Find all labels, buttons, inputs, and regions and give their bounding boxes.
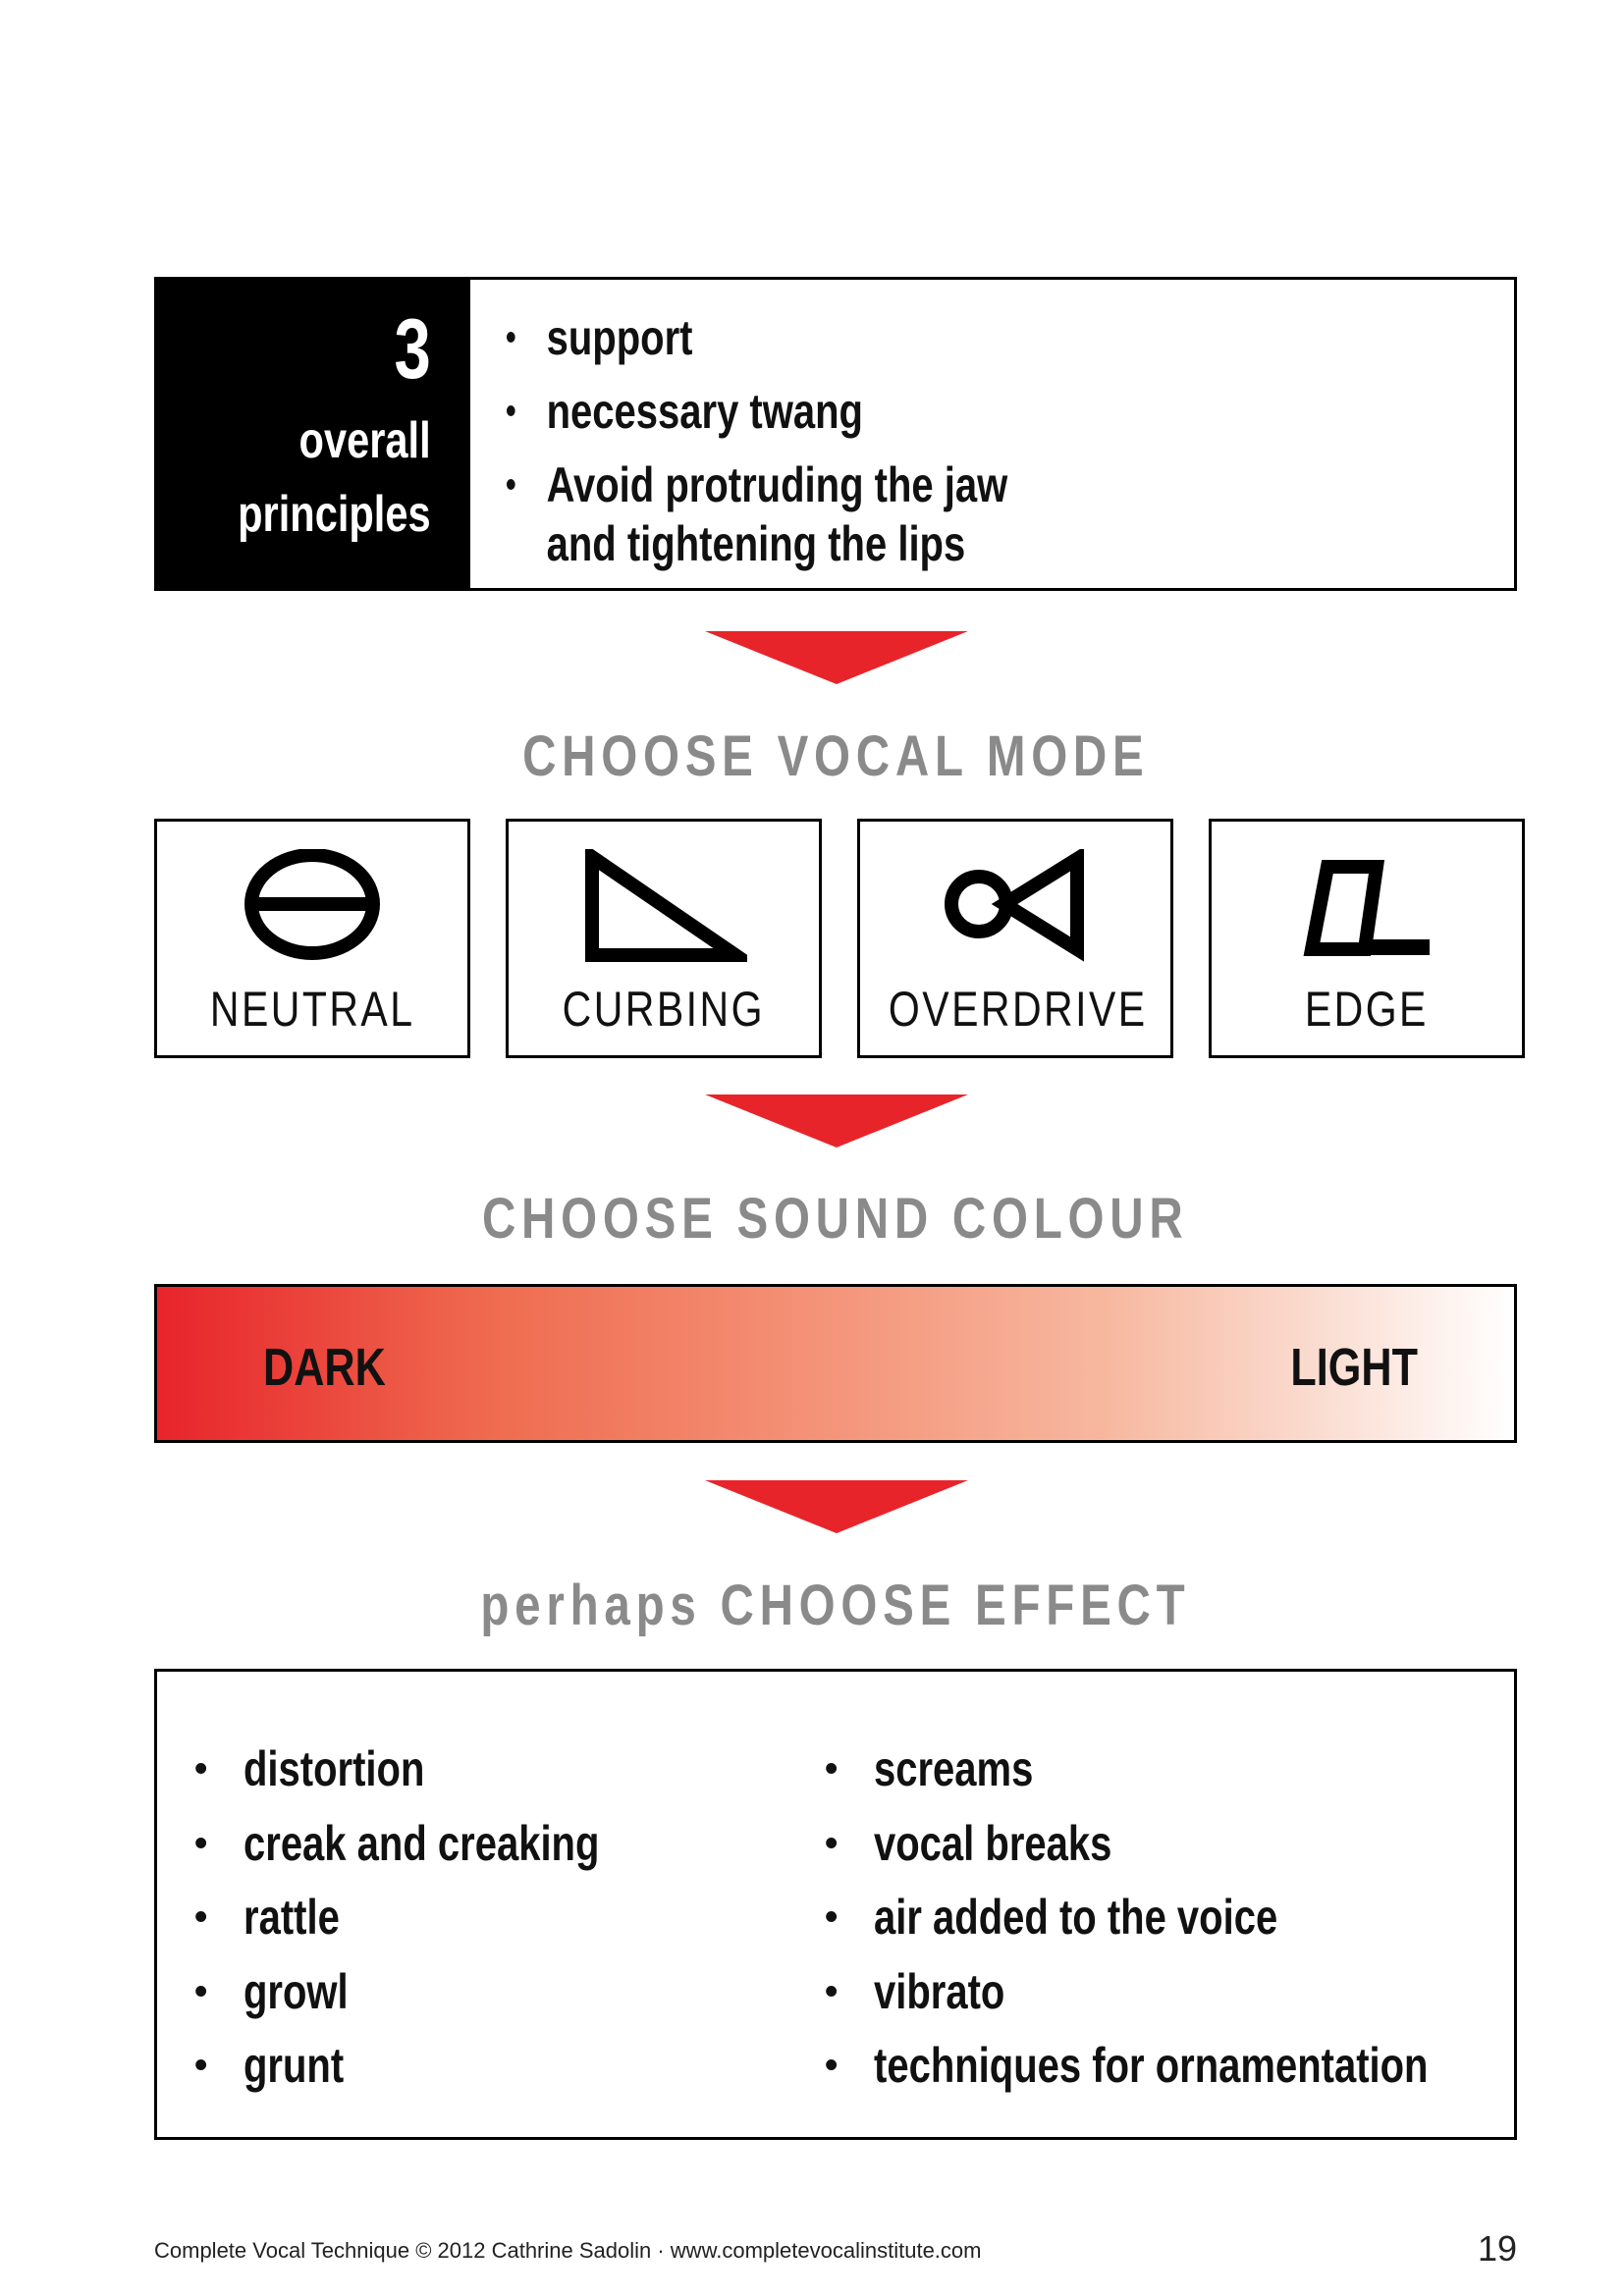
effect-heading: perhaps CHOOSE EFFECT xyxy=(480,1574,1191,1637)
mode-label: NEUTRAL xyxy=(209,982,415,1037)
list-item: • vibrato xyxy=(825,1955,1567,2030)
list-item: • grunt xyxy=(194,2029,688,2104)
neutral-icon xyxy=(244,849,381,967)
principles-number: 3 xyxy=(394,302,431,397)
footer-copyright: Complete Vocal Technique © 2012 Cathrine Sadolin · www.completevocalinstitute.com xyxy=(154,2238,982,2263)
list-item: • necessary twang xyxy=(506,375,1007,449)
principles-title-line2: principles xyxy=(238,486,431,543)
dark-label: DARK xyxy=(263,1338,386,1397)
mode-overdrive xyxy=(857,819,1173,1058)
mode-label: CURBING xyxy=(562,982,766,1037)
principles-list xyxy=(506,301,1133,573)
effects-box xyxy=(154,1669,1517,2140)
list-item: • distortion xyxy=(194,1733,688,1807)
overdrive-icon xyxy=(942,849,1089,967)
list-item-text: Avoid protruding the jaw xyxy=(546,457,1008,512)
effects-list-right xyxy=(825,1733,1567,2104)
mode-curbing xyxy=(506,819,822,1058)
list-item: • creak and creaking xyxy=(194,1807,688,1882)
list-item: • air added to the voice xyxy=(825,1881,1567,1955)
mode-label: EDGE xyxy=(1304,982,1430,1037)
down-arrow-icon xyxy=(705,1095,968,1148)
light-label: LIGHT xyxy=(1290,1338,1418,1397)
list-item-continuation: and tightening the lips xyxy=(546,516,966,571)
list-item: • rattle xyxy=(194,1881,688,1955)
down-arrow-icon xyxy=(705,631,968,684)
principles-title-line1: overall xyxy=(298,412,431,469)
list-item: • support xyxy=(506,301,1007,375)
sound-colour-heading: CHOOSE SOUND COLOUR xyxy=(482,1187,1189,1251)
principles-box xyxy=(154,277,1517,591)
effects-list-left xyxy=(194,1733,688,2104)
principles-header xyxy=(157,280,470,588)
list-item: • growl xyxy=(194,1955,688,2030)
edge-icon xyxy=(1298,849,1435,967)
list-item: • techniques for ornamentation xyxy=(825,2029,1567,2104)
page-number: 19 xyxy=(1478,2228,1518,2269)
mode-edge xyxy=(1209,819,1525,1058)
curbing-icon xyxy=(580,849,747,967)
sound-colour-bar xyxy=(154,1284,1517,1443)
list-item xyxy=(506,449,1007,573)
mode-neutral xyxy=(154,819,470,1058)
mode-label: OVERDRIVE xyxy=(888,982,1148,1037)
list-item: • vocal breaks xyxy=(825,1807,1567,1882)
vocal-mode-heading: CHOOSE VOCAL MODE xyxy=(521,724,1150,788)
down-arrow-icon xyxy=(705,1480,968,1533)
list-item: • screams xyxy=(825,1733,1567,1807)
